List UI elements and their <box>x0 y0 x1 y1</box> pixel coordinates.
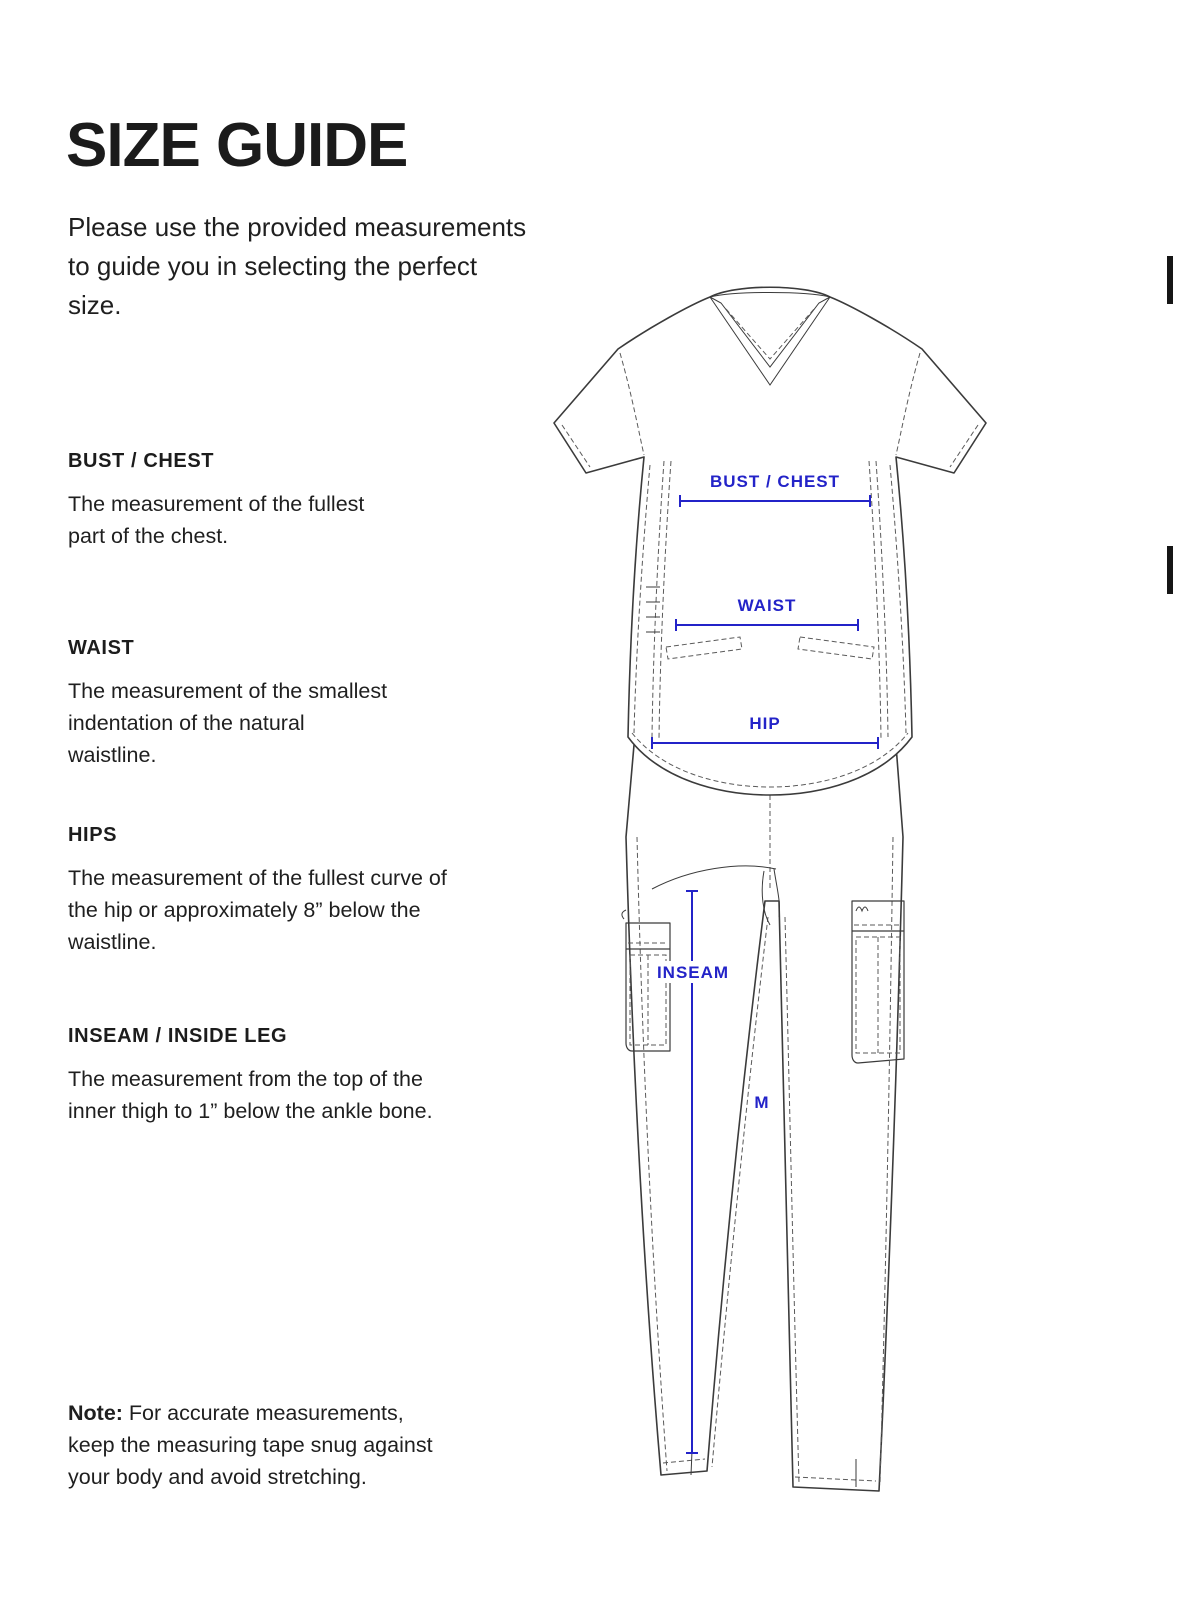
page-edge-mark <box>1167 546 1173 594</box>
size-m-label: M <box>754 1093 770 1112</box>
note-body: For accurate measurements, keep the measuring tape snug against your body and avoid stretching. <box>68 1400 433 1489</box>
page-title: SIZE GUIDE <box>66 110 408 180</box>
section-bust-chest <box>68 450 368 553</box>
bust-measure-label: BUST / CHEST <box>709 472 841 491</box>
section-heading-waist: WAIST <box>68 637 135 659</box>
scrub-pants-drawing <box>622 745 904 1491</box>
inseam-measure-label: INSEAM <box>656 963 730 982</box>
page-edge-mark <box>1167 256 1173 304</box>
intro-text: Please use the provided measurements to guide you in selecting the perfect size. <box>68 212 527 320</box>
section-heading-hips: HIPS <box>68 824 118 846</box>
section-body-inseam: The measurement from the top of the inner thigh to 1” below the ankle bone. <box>68 1067 433 1123</box>
note-label: Note: <box>68 1400 123 1425</box>
section-body-bust: The measurement of the fullest part of the chest. <box>68 492 365 548</box>
section-waist <box>68 637 388 771</box>
size-diagram <box>540 275 1000 1525</box>
section-heading-inseam: INSEAM / INSIDE LEG <box>68 1025 288 1047</box>
waist-measure-label: WAIST <box>737 596 797 615</box>
section-hips <box>68 824 478 958</box>
section-heading-bust: BUST / CHEST <box>68 450 215 472</box>
section-inseam <box>68 1025 458 1128</box>
note-text-block <box>68 1397 433 1494</box>
section-body-waist: The measurement of the smallest indentation of the natural waistline. <box>68 679 388 767</box>
hip-measure-label: HIP <box>749 714 781 733</box>
section-body-hips: The measurement of the fullest curve of the hip or approximately 8” below the waistline. <box>68 866 447 954</box>
